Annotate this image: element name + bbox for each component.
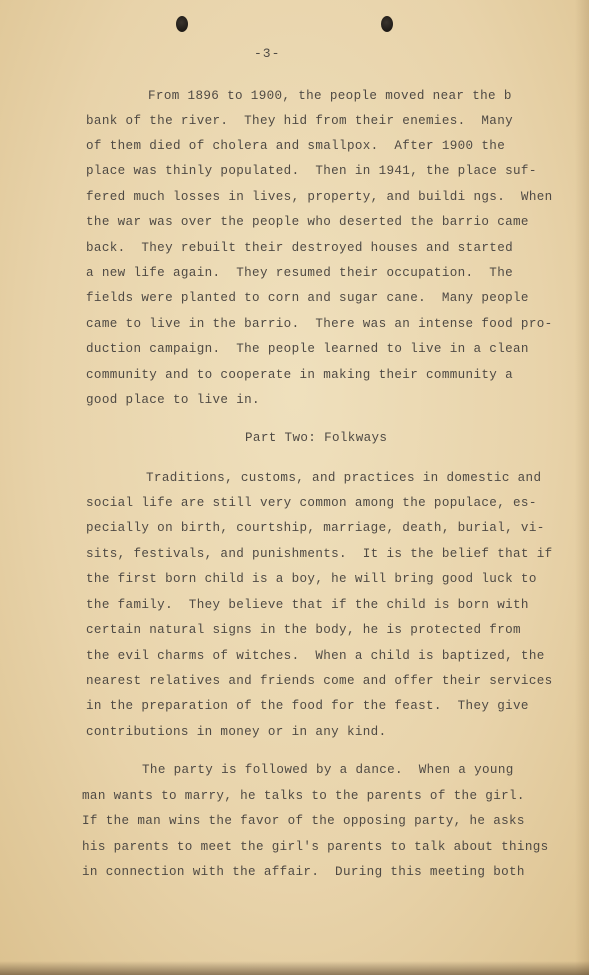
paragraph-1-line: a new life again. They resumed their occupation. The	[86, 266, 514, 280]
paragraph-3-line: If the man wins the favor of the opposing party, he asks	[82, 814, 525, 828]
paragraph-1-line: good place to live in.	[86, 393, 260, 407]
paragraph-2-line: the evil charms of witches. When a child is baptized, the	[86, 649, 545, 663]
page-bottom-shadow	[0, 961, 589, 975]
paragraph-2-line: certain natural signs in the body, he is protected from	[86, 623, 521, 637]
paragraph-1-line: From 1896 to 1900, the people moved near the b	[148, 89, 512, 103]
paragraph-2-line: nearest relatives and friends come and offer their services	[86, 674, 553, 688]
paragraph-1-line: came to live in the barrio. There was an intense food pro-	[86, 317, 553, 331]
paragraph-1-line: of them died of cholera and smallpox. After 1900 the	[86, 139, 506, 153]
paragraph-1-line: place was thinly populated. Then in 1941, the place suf-	[86, 164, 537, 178]
paragraph-2-line: the family. They believe that if the child is born with	[86, 598, 529, 612]
paragraph-1-line: fered much losses in lives, property, and buildi ngs. When	[86, 190, 553, 204]
paragraph-1-line: the war was over the people who deserted the barrio came	[86, 215, 529, 229]
paragraph-3-line: his parents to meet the girl's parents to talk about things	[82, 840, 549, 854]
page-number: -3-	[254, 46, 281, 61]
paragraph-1-line: fields were planted to corn and sugar cane. Many people	[86, 291, 529, 305]
paragraph-3-line: in connection with the affair. During this meeting both	[82, 865, 525, 879]
paragraph-2-line: the first born child is a boy, he will bring good luck to	[86, 572, 537, 586]
section-heading: Part Two: Folkways	[245, 431, 388, 445]
paragraph-1-line: bank of the river. They hid from their enemies. Many	[86, 114, 514, 128]
paragraph-2-line: sits, festivals, and punishments. It is the belief that if	[86, 547, 553, 561]
paragraph-1-line: community and to cooperate in making their community a	[86, 368, 514, 382]
paragraph-1-line: duction campaign. The people learned to live in a clean	[86, 342, 529, 356]
paragraph-1-line: back. They rebuilt their destroyed houses and started	[86, 241, 514, 255]
paragraph-2-line: in the preparation of the food for the feast. They give	[86, 699, 529, 713]
paragraph-2-line: Traditions, customs, and practices in domestic and	[146, 471, 542, 485]
punch-hole-right	[381, 16, 393, 32]
paragraph-2-line: contributions in money or in any kind.	[86, 725, 387, 739]
paragraph-3-line: man wants to marry, he talks to the parents of the girl.	[82, 789, 525, 803]
paragraph-2-line: pecially on birth, courtship, marriage, death, burial, vi-	[86, 521, 545, 535]
paragraph-2-line: social life are still very common among the populace, es-	[86, 496, 537, 510]
punch-hole-left	[176, 16, 188, 32]
page-edge-shadow	[575, 0, 589, 975]
paragraph-3-line: The party is followed by a dance. When a young	[142, 763, 514, 777]
